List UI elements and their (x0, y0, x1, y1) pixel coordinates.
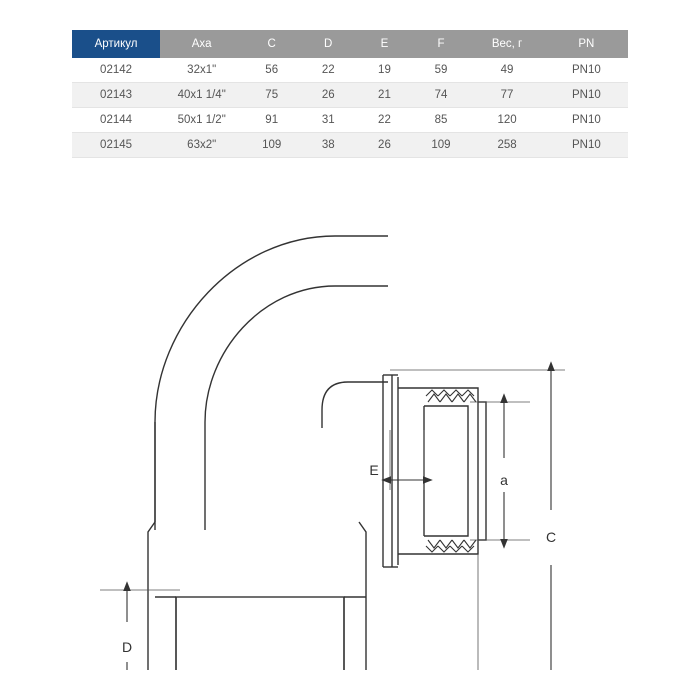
table-row (72, 58, 628, 83)
column-header-e: E (356, 30, 412, 58)
cell-article: 02144 (72, 108, 160, 133)
cell-f: 85 (413, 108, 470, 133)
thread-teeth-upper (426, 390, 476, 402)
table-row (72, 83, 628, 108)
extension-lines (100, 370, 565, 670)
cell-d: 26 (300, 83, 356, 108)
spec-table-container (72, 30, 628, 158)
fitting-outline (155, 230, 388, 530)
cell-d: 31 (300, 108, 356, 133)
cell-axa: 63x2" (160, 133, 243, 158)
dim-label-d: D (121, 639, 133, 655)
cell-d: 38 (300, 133, 356, 158)
cell-e: 22 (356, 108, 412, 133)
cell-pn: PN10 (545, 58, 628, 83)
cell-axa: 32x1" (160, 58, 243, 83)
cell-e: 19 (356, 58, 412, 83)
column-header-axa: Аxа (160, 30, 243, 58)
spec-table (72, 30, 628, 158)
cell-article: 02145 (72, 133, 160, 158)
cell-axa: 40x1 1/4" (160, 83, 243, 108)
cell-pn: PN10 (545, 133, 628, 158)
cell-c: 91 (243, 108, 300, 133)
technical-drawing (0, 170, 700, 670)
cell-c: 109 (243, 133, 300, 158)
cell-article: 02143 (72, 83, 160, 108)
cell-weight: 258 (469, 133, 544, 158)
spec-table-body (72, 58, 628, 158)
table-header-row (72, 30, 628, 58)
cell-f: 59 (413, 58, 470, 83)
column-header-d: D (300, 30, 356, 58)
column-header-pn: PN (545, 30, 628, 58)
table-row (72, 108, 628, 133)
cell-article: 02142 (72, 58, 160, 83)
cell-f: 74 (413, 83, 470, 108)
dim-label-e: E (369, 462, 379, 478)
cell-c: 56 (243, 58, 300, 83)
cell-e: 26 (356, 133, 412, 158)
dim-label-a: a (500, 472, 508, 488)
bottom-socket (148, 422, 366, 670)
cell-pn: PN10 (545, 108, 628, 133)
cell-axa: 50x1 1/2" (160, 108, 243, 133)
column-header-f: F (413, 30, 470, 58)
cell-c: 75 (243, 83, 300, 108)
cell-weight: 49 (469, 58, 544, 83)
thread-teeth-lower (426, 540, 476, 552)
table-row (72, 133, 628, 158)
column-header-c: C (243, 30, 300, 58)
cell-pn: PN10 (545, 83, 628, 108)
threaded-end (383, 236, 486, 567)
elbow-fitting-drawing (0, 170, 700, 670)
cell-e: 21 (356, 83, 412, 108)
cell-d: 22 (300, 58, 356, 83)
cell-weight: 77 (469, 83, 544, 108)
dimension-arrows (127, 370, 551, 670)
column-header-weight: Вес, г (469, 30, 544, 58)
dim-label-c: C (545, 529, 557, 545)
column-header-article: Артикул (72, 30, 160, 58)
spec-table-head (72, 30, 628, 58)
cell-weight: 120 (469, 108, 544, 133)
cell-f: 109 (413, 133, 470, 158)
